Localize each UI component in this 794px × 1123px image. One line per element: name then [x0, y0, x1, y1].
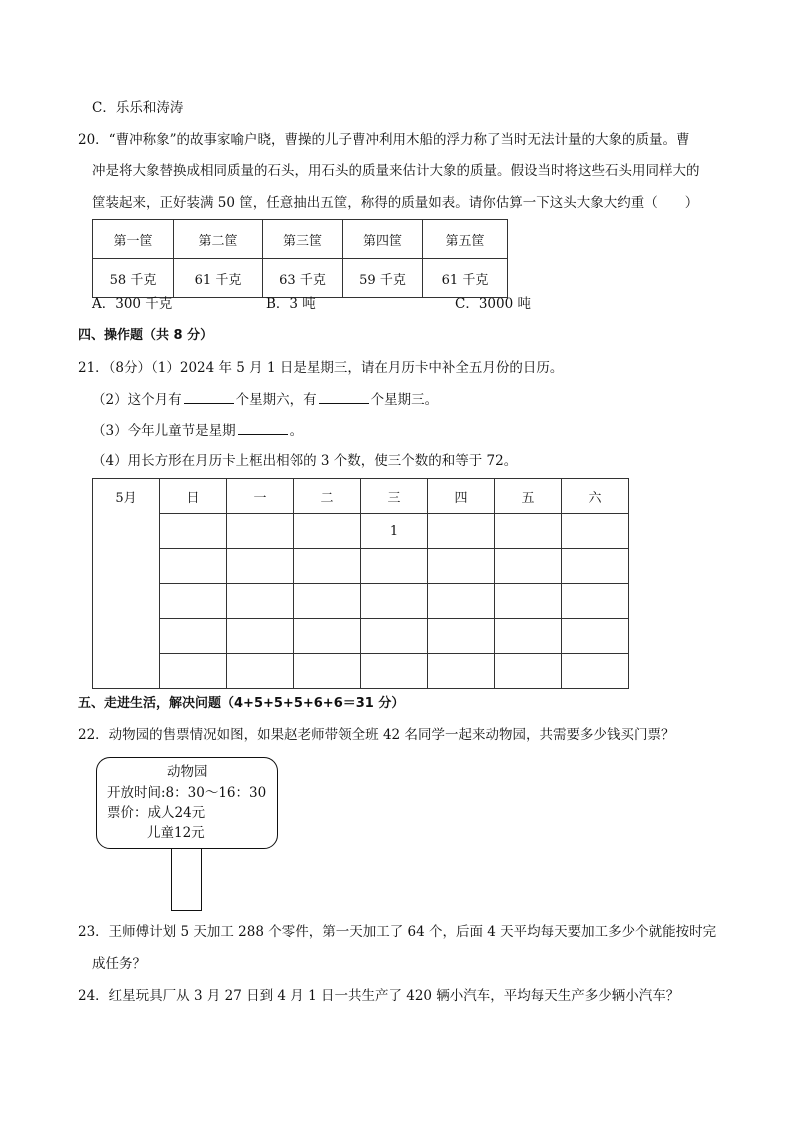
section4-title: 四、操作题（共 8 分） [78, 328, 214, 343]
calendar-day-cell[interactable] [562, 654, 629, 689]
calendar-day-cell[interactable] [294, 514, 361, 549]
calendar-day-cell[interactable] [160, 619, 227, 654]
calendar-day-cell[interactable] [562, 619, 629, 654]
calendar-day-cell[interactable] [227, 514, 294, 549]
q24-text: 24．红星玩具厂从 3 月 27 日到 4 月 1 日一共生产了 420 辆小汽车，平均每天生产多少辆小汽车？ [78, 988, 680, 1004]
q21-text-line2 [92, 389, 438, 410]
table-header-cell: 第一筐 [93, 220, 174, 259]
q21-text-line1: 21．（8分）（1）2024 年 5 月 1 日是星期三，请在月历卡中补全五月份的日历。 [78, 360, 564, 376]
calendar-weekday: 二 [294, 479, 361, 514]
calendar-day-cell[interactable] [361, 549, 428, 584]
table-header-cell: 第二筐 [174, 220, 263, 259]
table-cell: 58 千克 [93, 259, 174, 298]
q23-text-line2: 成任务？ [92, 956, 146, 972]
calendar-day-cell[interactable] [495, 584, 562, 619]
q21-line2-part-a: （2）这个月有 [92, 392, 182, 408]
calendar-day-cell[interactable] [361, 654, 428, 689]
calendar-weekday: 六 [562, 479, 629, 514]
sign-price-child: 儿童12元 [147, 825, 205, 841]
table-cell: 61 千克 [174, 259, 263, 298]
table-header-cell: 第三筐 [263, 220, 343, 259]
q21-line3-part-a: （3）今年儿童节是星期 [92, 423, 236, 439]
calendar-day-cell[interactable] [428, 514, 495, 549]
calendar-day-cell[interactable] [361, 584, 428, 619]
calendar-day-cell[interactable]: 1 [361, 514, 428, 549]
calendar-day-cell[interactable] [495, 619, 562, 654]
calendar-day-cell[interactable] [294, 619, 361, 654]
q20-option-b: B．3 吨 [266, 296, 316, 312]
calendar-day-cell[interactable] [428, 549, 495, 584]
q20-text-line3: 筐装起来，正好装满 50 筐，任意抽出五筐，称得的质量如表。请你估算一下这头大象大约重（ ） [92, 195, 699, 211]
q21-text-line3 [92, 420, 303, 441]
sign-post [171, 846, 202, 911]
answer-blank[interactable] [319, 389, 369, 404]
calendar-day-cell[interactable] [227, 584, 294, 619]
q21-line2-part-c: 个星期三。 [370, 392, 439, 408]
q21-line2-part-b: 个星期六，有 [235, 392, 317, 408]
calendar-weekday: 日 [160, 479, 227, 514]
calendar-table [92, 478, 629, 689]
calendar-day-cell[interactable] [160, 514, 227, 549]
table-row [93, 259, 508, 298]
calendar-day-cell[interactable] [495, 654, 562, 689]
calendar-month-label: 5月 [93, 479, 160, 689]
zoo-sign [96, 757, 278, 849]
calendar-weekday: 一 [227, 479, 294, 514]
calendar-day-cell[interactable] [294, 584, 361, 619]
q20-option-c: C．3000 吨 [455, 296, 531, 312]
table-cell: 59 千克 [343, 259, 423, 298]
calendar-day-cell[interactable] [227, 549, 294, 584]
q20-text-line1: 20．“曹冲称象”的故事家喻户晓，曹操的儿子曹冲利用木船的浮力称了当时无法计量的大象的质量。曹 [78, 132, 690, 148]
calendar-day-cell[interactable] [160, 584, 227, 619]
calendar-weekday: 四 [428, 479, 495, 514]
calendar-week-row [93, 619, 629, 654]
calendar-week-row [93, 549, 629, 584]
sign-hours: 开放时间:8：30～16：30 [107, 785, 267, 801]
q21-line3-part-b: 。 [289, 423, 304, 439]
q20-text-line2: 冲是将大象替换成相同质量的石头，用石头的质量来估计大象的质量。假设当时将这些石头用同样大的 [92, 163, 700, 179]
calendar-week-row [93, 514, 629, 549]
calendar-day-cell[interactable] [160, 654, 227, 689]
q21-text-line4: （4）用长方形在月历卡上框出相邻的 3 个数，使三个数的和等于 72。 [92, 453, 518, 469]
q23-text-line1: 23．王师傅计划 5 天加工 288 个零件，第一天加工了 64 个，后面 4 天平均每天要加工多少个就能按时完 [78, 924, 717, 940]
sign-title: 动物园 [167, 764, 208, 780]
table-header-cell: 第五筐 [423, 220, 508, 259]
calendar-weekday: 五 [495, 479, 562, 514]
calendar-weekday: 三 [361, 479, 428, 514]
calendar-day-cell[interactable] [562, 584, 629, 619]
q22-text: 22．动物园的售票情况如图，如果赵老师带领全班 42 名同学一起来动物园，共需要多少钱买门票？ [78, 727, 675, 743]
calendar-day-cell[interactable] [428, 584, 495, 619]
sign-price-adult: 票价：成人24元 [107, 805, 206, 821]
table-cell: 61 千克 [423, 259, 508, 298]
calendar-header-row [93, 479, 629, 514]
calendar-day-cell[interactable] [227, 619, 294, 654]
table-header-cell: 第四筐 [343, 220, 423, 259]
calendar-day-cell[interactable] [428, 619, 495, 654]
calendar-day-cell[interactable] [562, 514, 629, 549]
answer-blank[interactable] [184, 389, 234, 404]
calendar-week-row [93, 654, 629, 689]
calendar-day-cell[interactable] [160, 549, 227, 584]
calendar-day-cell[interactable] [428, 654, 495, 689]
calendar-day-cell[interactable] [495, 549, 562, 584]
q20-weight-table [92, 219, 508, 298]
section5-title: 五、走进生活，解决问题（4+5+5+5+6+6＝31 分） [78, 696, 405, 711]
calendar-day-cell[interactable] [227, 654, 294, 689]
q20-option-a: A．300 千克 [92, 296, 173, 312]
answer-blank[interactable] [238, 420, 288, 435]
calendar-day-cell[interactable] [294, 549, 361, 584]
q19-option-c: C．乐乐和涛涛 [92, 100, 184, 116]
table-cell: 63 千克 [263, 259, 343, 298]
calendar-day-cell[interactable] [294, 654, 361, 689]
calendar-day-cell[interactable] [562, 549, 629, 584]
table-header-row [93, 220, 508, 259]
calendar-week-row [93, 584, 629, 619]
calendar-day-cell[interactable] [361, 619, 428, 654]
calendar-day-cell[interactable] [495, 514, 562, 549]
